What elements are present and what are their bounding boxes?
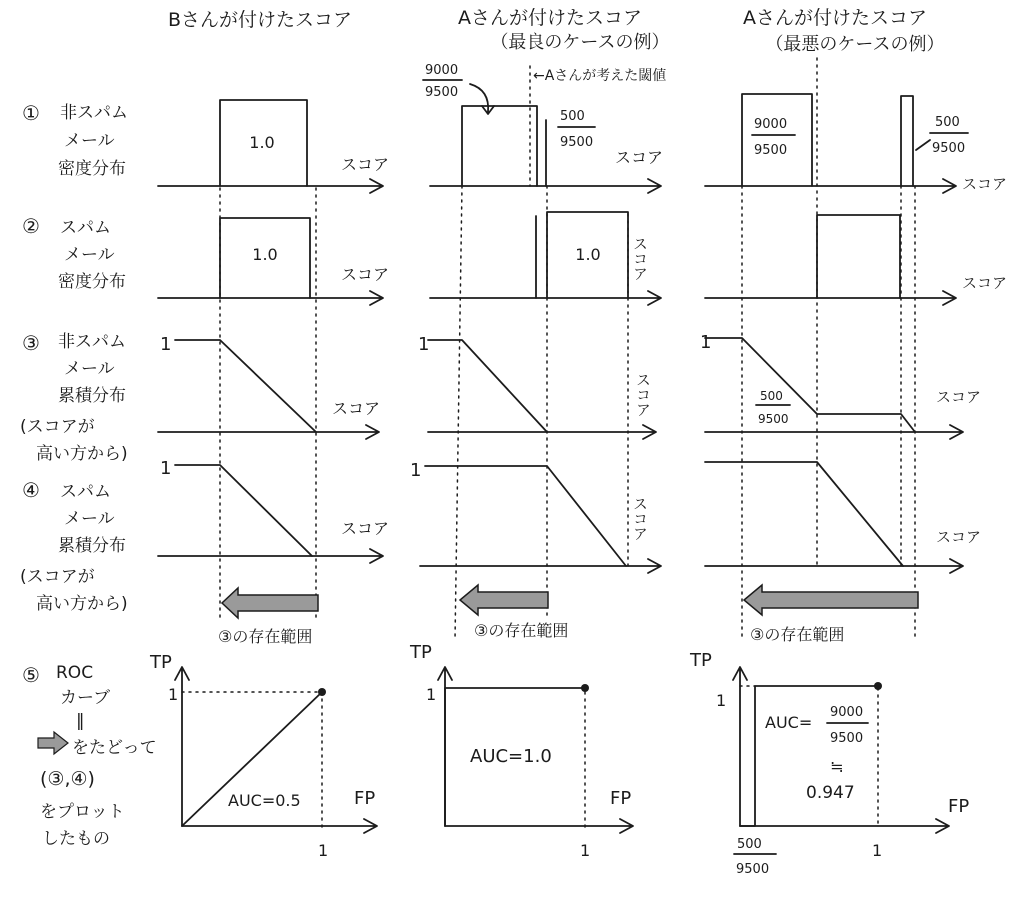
score-axis-label: スコア xyxy=(936,388,982,406)
roc-end-point xyxy=(874,682,882,690)
frac-numerator: 500 xyxy=(935,115,960,130)
score-axis-label: スコア xyxy=(341,155,390,174)
nonspam-density-box-main xyxy=(462,106,537,186)
column-title-a-best: Aさんが付けたスコア xyxy=(458,7,642,29)
row-number: ② xyxy=(22,214,40,238)
frac-numerator: 500 xyxy=(737,837,762,852)
frac-denominator: 9500 xyxy=(830,731,864,746)
frac-numerator: 500 xyxy=(560,109,585,124)
score-axis-label: スコア xyxy=(341,519,390,538)
frac-numerator: 9000 xyxy=(425,63,459,78)
score-axis-label: スコア xyxy=(962,175,1008,193)
auc-value: 0.947 xyxy=(806,783,855,803)
frac-denominator: 9500 xyxy=(932,141,966,156)
frac-denominator: 9500 xyxy=(560,135,594,150)
row-label-line: メール xyxy=(64,359,115,379)
tick-one: 1 xyxy=(426,685,437,704)
score-axis-label: スコア xyxy=(341,265,390,284)
row-label-line: 密度分布 xyxy=(58,272,126,292)
spam-cumulative-curve xyxy=(425,466,626,566)
row-label-line: ROC xyxy=(56,663,94,683)
row-label-line: 高い方から) xyxy=(36,594,128,614)
tick-one: 1 xyxy=(700,332,712,353)
density-value: 1.0 xyxy=(575,245,601,264)
frac-denominator: 9500 xyxy=(758,412,789,426)
row-number: ③ xyxy=(22,331,40,355)
fp-axis-arrow xyxy=(740,819,949,833)
auc-label-prefix: AUC= xyxy=(765,713,813,732)
row-label-line: 非スパム xyxy=(60,103,128,123)
score-axis-arrow xyxy=(705,425,963,439)
row-label-line: 非スパム xyxy=(58,332,126,352)
score-axis-label: スコア xyxy=(615,148,664,167)
column-b xyxy=(149,100,389,860)
approx-sign: ≒ xyxy=(830,757,844,776)
fp-axis-label: FP xyxy=(354,788,376,809)
score-axis-arrow xyxy=(158,179,383,193)
score-axis-label: スコア xyxy=(634,372,652,417)
row-label-line: ‖ xyxy=(76,711,85,731)
tick-one: 1 xyxy=(716,691,727,710)
tick-one: 1 xyxy=(418,334,430,355)
nonspam-cumulative-curve xyxy=(428,340,547,432)
row-label-line: メール xyxy=(64,509,115,529)
spam-density-box xyxy=(817,215,900,298)
fp-axis-arrow xyxy=(445,819,633,833)
row-label-line: スパム xyxy=(60,218,111,238)
nonspam-density-box-main xyxy=(742,94,812,186)
score-axis-arrow xyxy=(705,559,963,573)
auc-label: AUC=1.0 xyxy=(470,746,552,767)
score-axis-label: スコア xyxy=(332,399,381,418)
score-axis-arrow xyxy=(158,291,383,305)
score-axis-label: スコア xyxy=(631,236,649,281)
score-axis-label: スコア xyxy=(962,274,1008,292)
frac-numerator: 9000 xyxy=(754,117,788,132)
auc-label: AUC=0.5 xyxy=(228,791,301,810)
range-arrow xyxy=(744,585,918,615)
density-value: 1.0 xyxy=(249,133,275,152)
row-label-line: (スコアが xyxy=(20,567,95,587)
roc-end-point xyxy=(318,688,326,696)
row-label-line: (③,④) xyxy=(40,768,95,790)
row-label-line: 累積分布 xyxy=(58,536,126,556)
threshold-label: ←Aさんが考えた閾値 xyxy=(533,68,667,84)
tick-one: 1 xyxy=(318,841,329,860)
spam-cumulative-curve xyxy=(705,462,903,566)
row-label-5 xyxy=(22,663,157,849)
frac-numerator: 500 xyxy=(760,389,783,403)
frac-denominator: 9500 xyxy=(736,862,770,877)
row-number: ⑤ xyxy=(22,663,40,687)
fp-axis-label: FP xyxy=(948,796,970,817)
row-label-2 xyxy=(22,214,126,292)
tp-axis-label: TP xyxy=(690,650,712,671)
score-axis-arrow xyxy=(158,549,383,563)
column-title-b: Bさんが付けたスコア xyxy=(167,9,353,31)
frac-pointer xyxy=(916,140,930,150)
density-value: 1.0 xyxy=(252,245,278,264)
range-arrow xyxy=(460,585,548,615)
range-label: ③の存在範囲 xyxy=(474,621,569,640)
roc-end-point xyxy=(581,684,589,692)
range-label: ③の存在範囲 xyxy=(750,625,845,644)
tick-one: 1 xyxy=(168,685,179,704)
column-subtitle-a-worst: （最悪のケースの例） xyxy=(765,34,945,55)
frac-numerator: 9000 xyxy=(830,705,864,720)
row-label-line: 密度分布 xyxy=(58,159,126,179)
frac-denominator: 9500 xyxy=(425,85,459,100)
row-label-line: メール xyxy=(64,245,115,265)
column-title-a-worst: Aさんが付けたスコア xyxy=(743,7,927,29)
fp-axis-label: FP xyxy=(610,788,632,809)
score-axis-label: スコア xyxy=(936,528,982,546)
tp-axis-label: TP xyxy=(410,642,432,663)
nonspam-cumulative-curve xyxy=(705,338,915,432)
guide-line xyxy=(455,186,462,640)
score-axis-label: スコア xyxy=(631,496,649,541)
row-number: ④ xyxy=(22,478,40,502)
tick-one: 1 xyxy=(410,460,422,481)
right-arrow-icon xyxy=(38,732,68,754)
row-label-4 xyxy=(20,478,128,614)
tp-axis-arrow xyxy=(733,667,747,826)
row-label-1 xyxy=(22,101,128,179)
fp-axis-arrow xyxy=(182,819,377,833)
row-label-line: したもの xyxy=(42,829,110,849)
nonspam-density-sliver xyxy=(901,96,913,186)
frac-pointer-arrow xyxy=(470,84,494,114)
row-label-3 xyxy=(20,331,128,464)
nonspam-cumulative-curve xyxy=(175,340,316,432)
tp-axis-label: TP xyxy=(150,652,172,673)
row-label-line: 高い方から) xyxy=(36,444,128,464)
tick-one: 1 xyxy=(580,841,591,860)
frac-denominator: 9500 xyxy=(754,143,788,158)
tick-one: 1 xyxy=(872,841,883,860)
row-label-line: をプロット xyxy=(40,802,125,822)
column-a-worst xyxy=(689,58,1007,877)
tick-one: 1 xyxy=(160,458,172,479)
row-label-line: カーブ xyxy=(60,688,111,708)
range-label: ③の存在範囲 xyxy=(218,627,313,646)
row-label-line: (スコアが xyxy=(20,417,95,437)
row-label-line: スパム xyxy=(60,482,111,502)
row-number: ① xyxy=(22,101,40,125)
row-label-line: をたどって xyxy=(72,738,157,758)
tick-one: 1 xyxy=(160,334,172,355)
score-axis-arrow xyxy=(158,425,379,439)
spam-cumulative-curve xyxy=(175,465,312,556)
row-label-line: 累積分布 xyxy=(58,386,126,406)
column-subtitle-a-best: （最良のケースの例） xyxy=(490,32,670,53)
row-label-line: メール xyxy=(64,131,115,151)
column-a-best xyxy=(409,63,666,860)
range-arrow xyxy=(222,588,318,618)
score-axis-arrow xyxy=(430,291,661,305)
